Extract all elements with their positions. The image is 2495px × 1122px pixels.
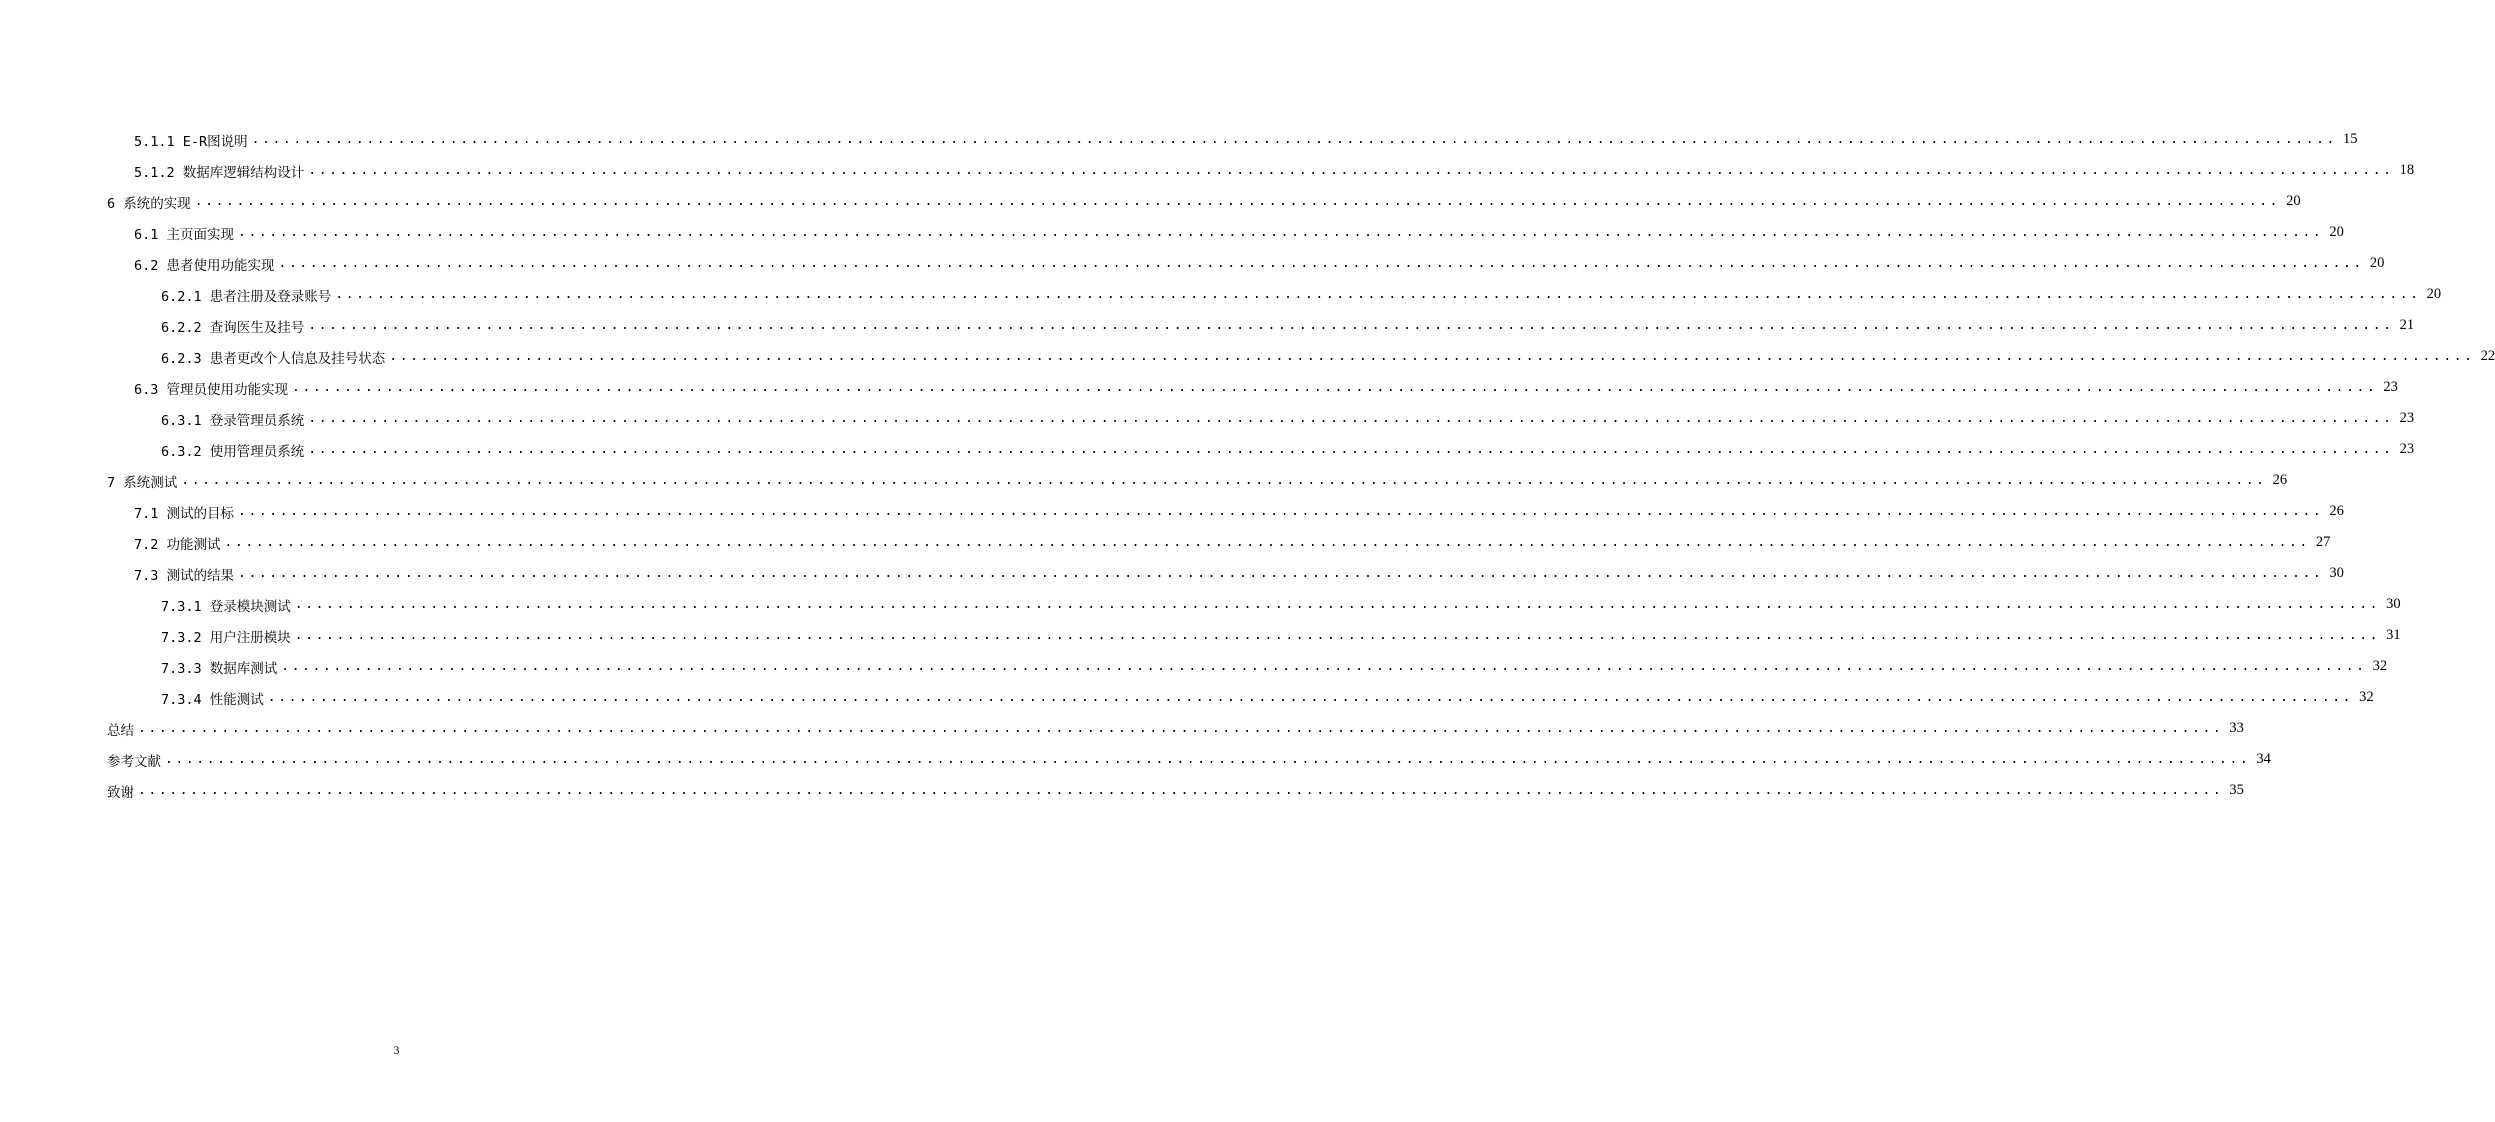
toc-entry[interactable] bbox=[107, 496, 2344, 527]
toc-entry[interactable] bbox=[107, 558, 2344, 589]
page-number: 3 bbox=[393, 1043, 400, 1057]
toc-entry-label: 6.1 主页面实现 bbox=[134, 226, 235, 243]
toc-entry[interactable] bbox=[107, 682, 2374, 713]
toc-entry[interactable] bbox=[107, 527, 2331, 558]
toc-leader-dots: ........................................................................................................................................................................................................ bbox=[281, 659, 2367, 674]
toc-entry-label: 7.3.3 数据库测试 bbox=[161, 660, 278, 677]
table-of-contents bbox=[107, 124, 2495, 806]
toc-entry-page: 27 bbox=[2315, 534, 2331, 550]
toc-entry-page: 26 bbox=[2272, 472, 2288, 488]
toc-entry-page: 26 bbox=[2329, 503, 2344, 519]
toc-entry-page: 34 bbox=[2256, 751, 2271, 767]
toc-leader-dots: ........................................................................................................................................................................................................ bbox=[238, 504, 2324, 519]
toc-entry[interactable] bbox=[107, 713, 2244, 744]
toc-leader-dots: ........................................................................................................................................................................................................ bbox=[267, 690, 2354, 705]
toc-entry-page: 21 bbox=[2399, 317, 2415, 333]
toc-leader-dots: ........................................................................................................................................................................................................ bbox=[308, 411, 2394, 426]
toc-entry-page: 30 bbox=[2386, 596, 2401, 612]
toc-entry-page: 31 bbox=[2386, 627, 2401, 643]
toc-entry[interactable] bbox=[107, 310, 2415, 341]
toc-entry[interactable] bbox=[107, 341, 2495, 372]
toc-entry-page: 23 bbox=[2383, 379, 2398, 395]
toc-entry[interactable] bbox=[107, 589, 2401, 620]
toc-entry-label: 6.3 管理员使用功能实现 bbox=[134, 381, 289, 398]
toc-leader-dots: ........................................................................................................................................................................................................ bbox=[224, 535, 2310, 550]
toc-entry-page: 32 bbox=[2359, 689, 2374, 705]
toc-entry-page: 35 bbox=[2229, 782, 2244, 798]
toc-entry-label: 致谢 bbox=[107, 784, 134, 801]
toc-entry-page: 15 bbox=[2343, 131, 2358, 147]
toc-entry-page: 22 bbox=[2480, 348, 2495, 364]
toc-entry-label: 6.2.3 患者更改个人信息及挂号状态 bbox=[161, 350, 386, 367]
toc-entry-label: 7.3 测试的结果 bbox=[134, 567, 235, 584]
toc-entry[interactable] bbox=[107, 744, 2271, 775]
toc-entry-label: 6.2.2 查询医生及挂号 bbox=[161, 319, 305, 336]
toc-leader-dots: ........................................................................................................................................................................................................ bbox=[181, 473, 2267, 488]
toc-entry-page: 20 bbox=[2329, 224, 2344, 240]
toc-leader-dots: ........................................................................................................................................................................................................ bbox=[251, 132, 2337, 147]
toc-entry[interactable] bbox=[107, 434, 2415, 465]
toc-leader-dots: ........................................................................................................................................................................................................ bbox=[308, 442, 2394, 457]
toc-entry-label: 7.1 测试的目标 bbox=[134, 505, 235, 522]
toc-entry[interactable] bbox=[107, 651, 2388, 682]
toc-entry[interactable] bbox=[107, 620, 2401, 651]
toc-entry-label: 6.3.1 登录管理员系统 bbox=[161, 412, 305, 429]
toc-entry[interactable] bbox=[107, 217, 2344, 248]
toc-entry-label: 6.2 患者使用功能实现 bbox=[134, 257, 275, 274]
toc-entry-page: 23 bbox=[2399, 441, 2415, 457]
toc-entry[interactable] bbox=[107, 279, 2442, 310]
toc-entry-page: 32 bbox=[2372, 658, 2388, 674]
toc-entry[interactable] bbox=[107, 155, 2415, 186]
toc-entry-label: 总结 bbox=[107, 722, 134, 739]
toc-entry[interactable] bbox=[107, 465, 2288, 496]
toc-leader-dots: ........................................................................................................................................................................................................ bbox=[138, 783, 2224, 798]
toc-entry-label: 5.1.1 E-R图说明 bbox=[134, 133, 248, 150]
toc-entry-label: 7 系统测试 bbox=[107, 474, 178, 491]
toc-entry-page: 20 bbox=[2426, 286, 2442, 302]
toc-entry-label: 7.3.4 性能测试 bbox=[161, 691, 264, 708]
toc-entry-page: 30 bbox=[2329, 565, 2344, 581]
toc-entry-label: 7.3.2 用户注册模块 bbox=[161, 629, 291, 646]
toc-entry[interactable] bbox=[107, 248, 2385, 279]
toc-entry-label: 参考文献 bbox=[107, 753, 161, 770]
toc-entry-label: 7.2 功能测试 bbox=[134, 536, 221, 553]
toc-entry-label: 5.1.2 数据库逻辑结构设计 bbox=[134, 164, 305, 181]
toc-entry-page: 18 bbox=[2399, 162, 2415, 178]
toc-entry-page: 33 bbox=[2229, 720, 2244, 736]
toc-leader-dots: ........................................................................................................................................................................................................ bbox=[308, 318, 2394, 333]
toc-leader-dots: ........................................................................................................................................................................................................ bbox=[278, 256, 2364, 271]
toc-entry[interactable] bbox=[107, 124, 2358, 155]
toc-entry-label: 6.2.1 患者注册及登录账号 bbox=[161, 288, 332, 305]
toc-entry-label: 6.3.2 使用管理员系统 bbox=[161, 443, 305, 460]
toc-entry[interactable] bbox=[107, 403, 2415, 434]
toc-entry[interactable] bbox=[107, 775, 2244, 806]
toc-leader-dots: ........................................................................................................................................................................................................ bbox=[194, 194, 2281, 209]
toc-leader-dots: ........................................................................................................................................................................................................ bbox=[294, 628, 2381, 643]
toc-entry-label: 6 系统的实现 bbox=[107, 195, 191, 212]
toc-leader-dots: ........................................................................................................................................................................................................ bbox=[238, 225, 2324, 240]
toc-leader-dots: ........................................................................................................................................................................................................ bbox=[308, 163, 2394, 178]
toc-entry[interactable] bbox=[107, 186, 2301, 217]
toc-leader-dots: ........................................................................................................................................................................................................ bbox=[294, 597, 2381, 612]
toc-leader-dots: ........................................................................................................................................................................................................ bbox=[335, 287, 2421, 302]
toc-leader-dots: ........................................................................................................................................................................................................ bbox=[165, 752, 2251, 767]
toc-leader-dots: ........................................................................................................................................................................................................ bbox=[292, 380, 2378, 395]
toc-entry-label: 7.3.1 登录模块测试 bbox=[161, 598, 291, 615]
toc-entry-page: 20 bbox=[2286, 193, 2301, 209]
toc-leader-dots: ........................................................................................................................................................................................................ bbox=[238, 566, 2324, 581]
toc-entry-page: 20 bbox=[2369, 255, 2385, 271]
toc-entry-page: 23 bbox=[2399, 410, 2415, 426]
toc-leader-dots: ........................................................................................................................................................................................................ bbox=[138, 721, 2224, 736]
toc-entry[interactable] bbox=[107, 372, 2398, 403]
toc-leader-dots: ........................................................................................................................................................................................................ bbox=[389, 349, 2475, 364]
